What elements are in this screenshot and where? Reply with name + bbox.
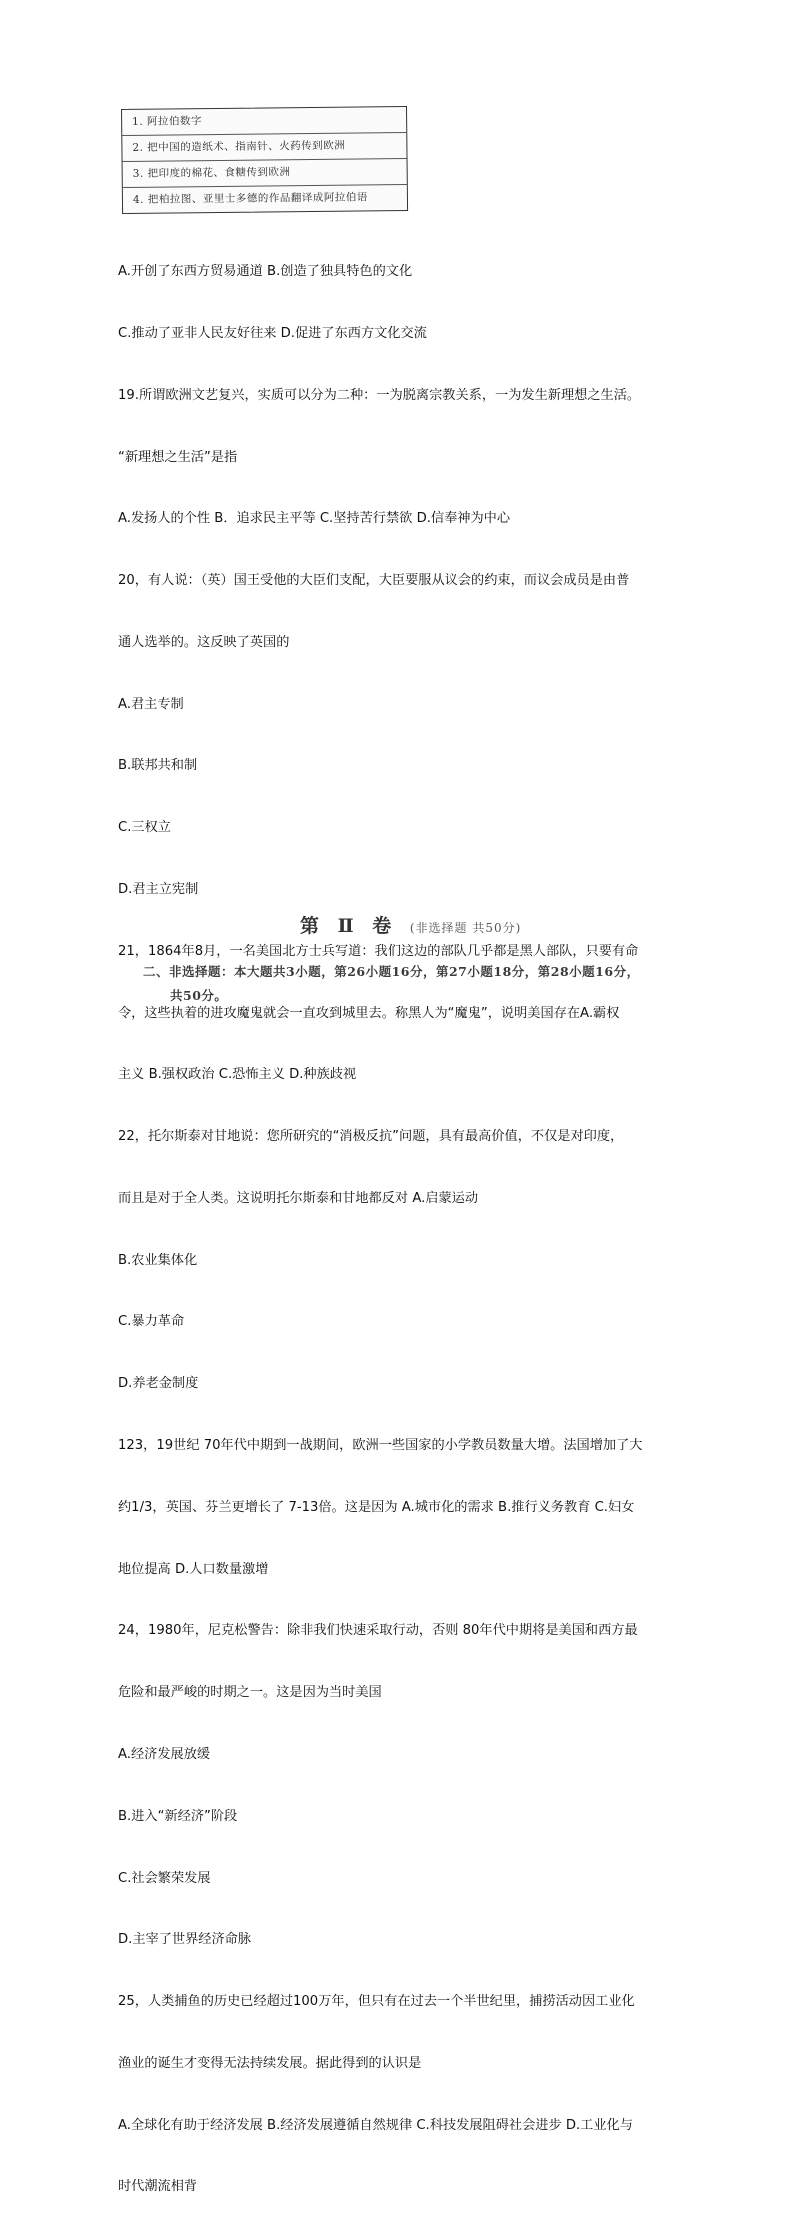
text-line: A.全球化有助于经济发展 B.经济发展遵循自然规律 C.科技发展阻碍社会进步 D.工业化与 xyxy=(118,2117,633,2133)
text-line: “新理想之生活”是指 xyxy=(118,449,238,465)
text-line: 25，人类捕鱼的历史已经超过100万年，但只有在过去一个半世纪里，捕捞活动因工业化 xyxy=(118,1994,635,2010)
text-line: B.联邦共和制 xyxy=(118,758,198,774)
text-line: B.农业集体化 xyxy=(118,1252,198,1268)
section-desc-line: 共50分。 xyxy=(170,988,228,1003)
text-line: D.君主立宪制 xyxy=(118,882,199,897)
text-line: 通人选举的。这反映了英国的 xyxy=(118,634,290,650)
text-line: 主义 B.强权政治 C.恐怖主义 D.种族歧视 xyxy=(118,1067,357,1083)
text-line: 地位提高 D.人口数量激增 xyxy=(118,1561,269,1577)
table-row xyxy=(123,185,407,213)
text-line: A.开创了东西方贸易通道 B.创造了独具特色的文化 xyxy=(118,264,413,280)
text-line: D.主宰了世界经济命脉 xyxy=(118,1932,252,1948)
text-line: 渔业的诞生才变得无法持续发展。据此得到的认识是 xyxy=(118,2055,422,2071)
text-line: 22，托尔斯泰对甘地说：您所研究的“消极反抗”问题，具有最高价值，不仅是对印度， xyxy=(118,1129,624,1145)
table-cell: 1. 阿拉伯数字 xyxy=(132,115,203,128)
section-description xyxy=(143,960,683,1008)
text-line: B.进入“新经济”阶段 xyxy=(118,1808,238,1824)
text-line: 21，1864年8月，一名美国北方士兵写道：我们这边的部队几乎都是黑人部队，只要有命 xyxy=(118,943,639,959)
section-subtitle: (非选择题 共50分) xyxy=(409,921,522,935)
table-row xyxy=(122,107,406,136)
text-line: C.推动了亚非人民友好往来 D.促进了东西方文化交流 xyxy=(118,325,427,341)
text-line: 令，这些执着的进攻魔鬼就会一直攻到城里去。称黑人为“魔鬼”，说明美国存在A.霸权 xyxy=(118,1005,620,1021)
table-row xyxy=(122,133,406,162)
text-line: 时代潮流相背 xyxy=(118,2179,198,2195)
question-text xyxy=(118,221,678,2239)
text-line: D.养老金制度 xyxy=(118,1376,199,1392)
text-line: 20，有人说：（英）国王受他的大臣们支配，大臣要服从议会的约束，而议会成员是由普 xyxy=(118,573,630,589)
text-line: A.发扬人的个性 B．追求民主平等 C.坚持苦行禁欲 D.信奉神为中心 xyxy=(118,511,511,527)
text-line: A.经济发展放缓 xyxy=(118,1746,211,1762)
text-line: C.三权立 xyxy=(118,820,171,836)
text-line: 24，1980年，尼克松警告：除非我们快速采取行动，否则 80年代中期将是美国和西方最 xyxy=(118,1623,638,1639)
text-line: A.君主专制 xyxy=(118,696,184,712)
section-title xyxy=(300,911,521,938)
text-line: C.暴力革命 xyxy=(118,1314,185,1330)
table-cell: 4. 把柏拉图、亚里士多德的作品翻译成阿拉伯语 xyxy=(132,191,368,206)
text-line: 危险和最严峻的时期之一。这是因为当时美国 xyxy=(118,1685,382,1701)
text-line: 123，19世纪 70年代中期到一战期间，欧洲一些国家的小学教员数量大增。法国增加了大 xyxy=(118,1438,643,1454)
section-title-text: 第 Ⅱ 卷 xyxy=(300,915,398,937)
text-line: 约1/3，英国、芬兰更增长了 7-13倍。这是因为 A.城市化的需求 B.推行义务教育 C.妇女 xyxy=(118,1499,635,1515)
table-row xyxy=(123,159,407,188)
text-line: 而且是对于全人类。这说明托尔斯泰和甘地都反对 A.启蒙运动 xyxy=(118,1190,479,1206)
text-line: 19.所谓欧洲文艺复兴，实质可以分为二种：一为脱离宗教关系，一为发生新理想之生活。 xyxy=(118,387,641,403)
table-cell: 3. 把印度的棉花、食糖传到欧洲 xyxy=(132,166,291,180)
scanned-table xyxy=(121,106,408,214)
section-desc-line: 二、非选择题：本大题共3小题，第26小题16分，第27小题18分，第28小题16分， xyxy=(143,964,640,979)
table-cell: 2. 把中国的造纸术、指南针、火药传到欧洲 xyxy=(132,139,346,154)
text-line: C.社会繁荣发展 xyxy=(118,1870,211,1886)
